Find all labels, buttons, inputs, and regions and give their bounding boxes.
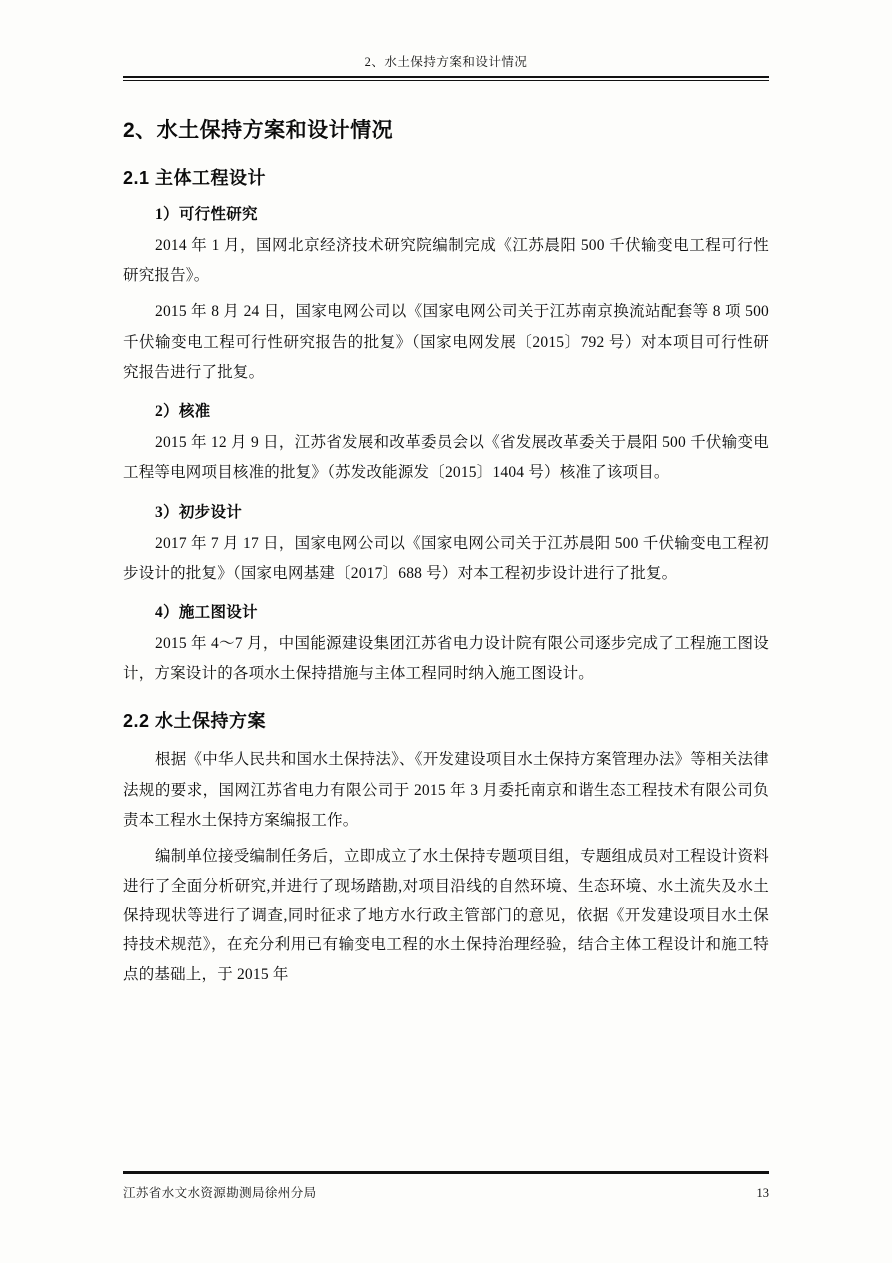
header-rule-thin — [123, 80, 769, 81]
subsection-title-2-1: 2.1 主体工程设计 — [123, 168, 267, 188]
subsection-title-2-2: 2.2 水土保持方案 — [123, 711, 267, 732]
item-title-3: 3）初步设计 — [155, 503, 243, 521]
page-footer — [123, 1171, 769, 1201]
running-header-title: 2、水土保持方案和设计情况 — [364, 55, 528, 69]
paragraph: 2017 年 7 月 17 日，国家电网公司以《国家电网公司关于江苏晨阳 500 千伏输变电工程初步设计的批复》（国家电网基建〔2017〕688 号）对本工程初步设计进行了批复。 — [123, 534, 769, 582]
paragraph: 编制单位接受编制任务后，立即成立了水土保持专题项目组，专题组成员对工程设计资料进行了全面分析研究,并进行了现场踏勘,对项目沿线的自然环境、生态环境、水土流失及水土保持现状等进行了调查,同时征求了地方水行政主管部门的意见，依据《开发建设项目水土保持技术规范》，在充分利用已有输变电工程的水土保持治理经验，结合主体工程设计和施工特点的基础上，于 2015 年 — [123, 848, 769, 983]
page-content-area — [123, 0, 769, 1263]
page-header — [123, 52, 769, 81]
item-title-1: 1）可行性研究 — [155, 206, 258, 223]
header-rule-thick — [123, 76, 769, 78]
document-body — [123, 100, 769, 995]
paragraph: 2015 年 12 月 9 日，江苏省发展和改革委员会以《省发展改革委关于晨阳 500 千伏输变电工程等电网项目核准的批复》（苏发改能源发〔2015〕1404 号）核准了该项目。 — [123, 434, 769, 482]
paragraph: 2014 年 1 月，国网北京经济技术研究院编制完成《江苏晨阳 500 千伏输变电工程可行性研究报告》。 — [123, 237, 769, 285]
item-title-2: 2）核准 — [155, 403, 211, 421]
page-title: 2、水土保持方案和设计情况 — [123, 119, 394, 142]
paragraph: 根据《中华人民共和国水土保持法》、《开发建设项目水土保持方案管理办法》等相关法律法规的要求，国网江苏省电力有限公司于 2015 年 3 月委托南京和谐生态工程技术有限公司负责本工程水土保持方案编报工作。 — [123, 751, 769, 829]
footer-rule-thin — [123, 1173, 769, 1174]
paragraph: 2015 年 4～7 月，中国能源建设集团江苏省电力设计院有限公司逐步完成了工程施工图设计，方案设计的各项水土保持措施与主体工程同时纳入施工图设计。 — [123, 634, 769, 683]
footer-organization: 江苏省水文水资源勘测局徐州分局 — [123, 1186, 317, 1200]
page-number: 13 — [756, 1186, 769, 1200]
footer-row — [123, 1179, 769, 1201]
paragraph: 2015 年 8 月 24 日，国家电网公司以《国家电网公司关于江苏南京换流站配套等 8 项 500 千伏输变电工程可行性研究报告的批复》（国家电网发展〔2015〕792 号）对本项目可行性研究报告进行了批复。 — [123, 303, 769, 381]
item-title-4: 4）施工图设计 — [155, 603, 258, 621]
